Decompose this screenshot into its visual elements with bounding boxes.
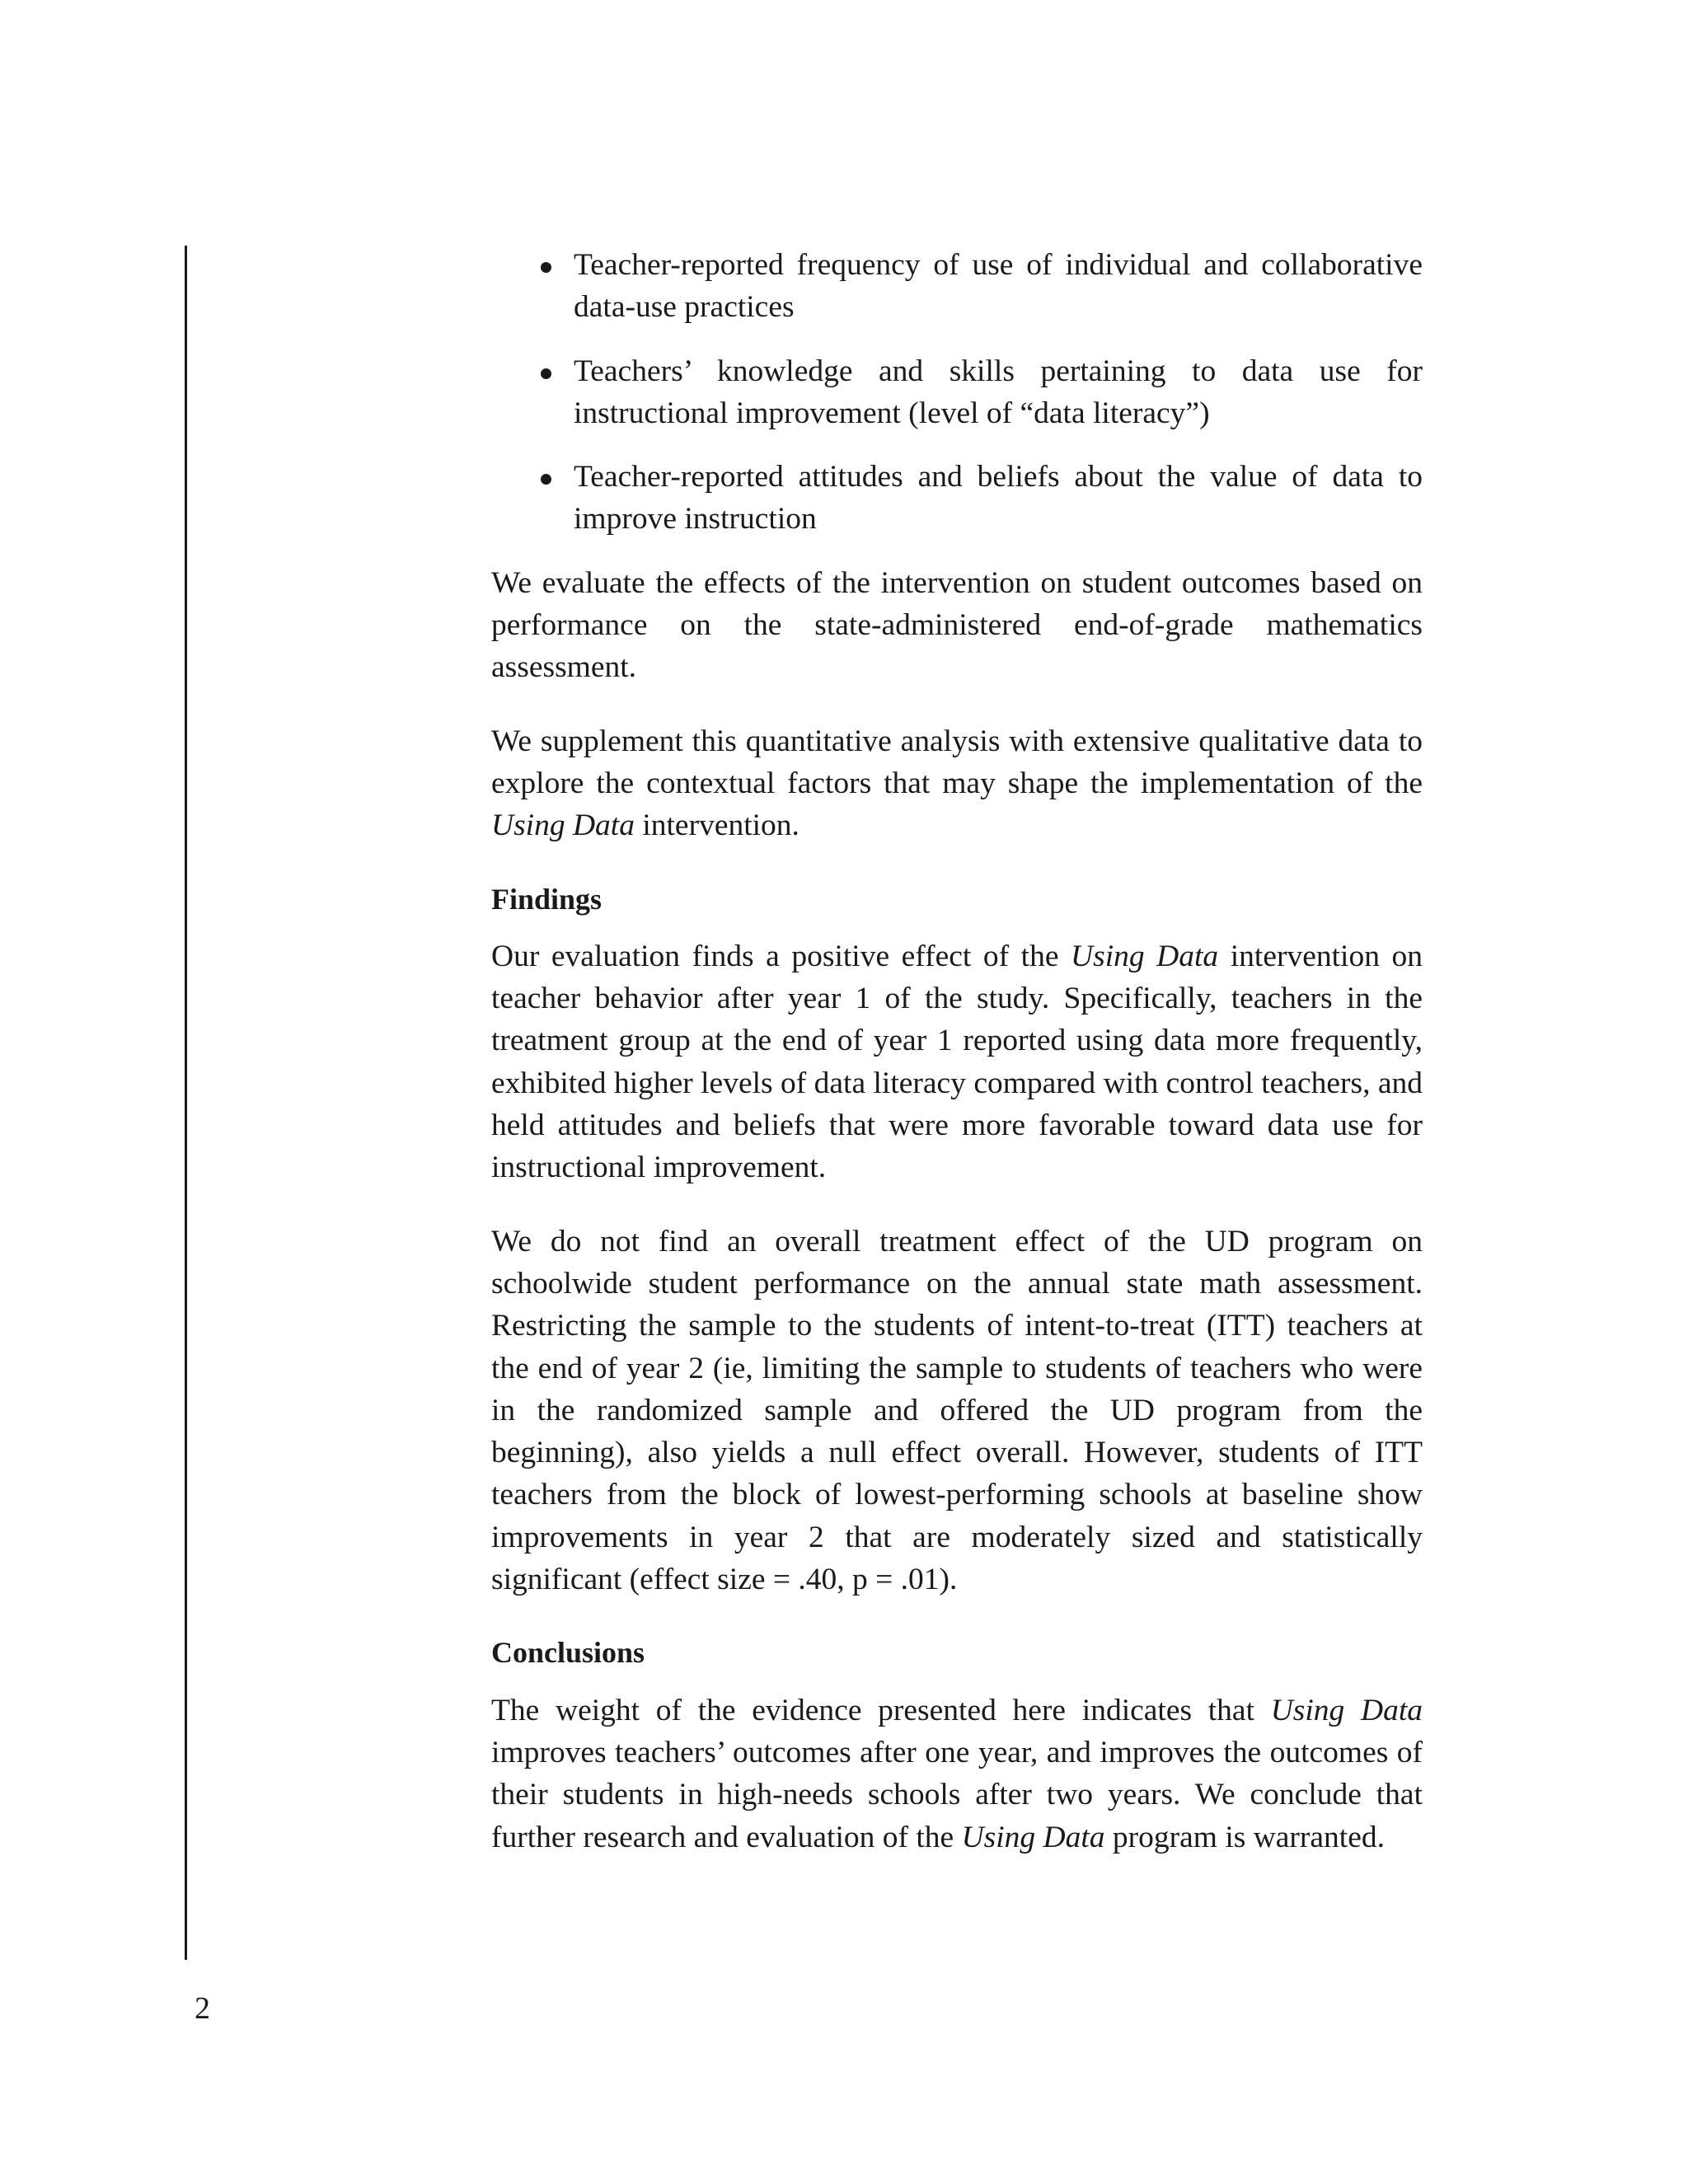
qualitative-text-before: We supplement this quantitative analysis with extensive qualitative data to explore the contextual factors that may shape the implementation of the: [491, 724, 1423, 800]
bullet-icon: [541, 262, 551, 273]
program-name: Using Data: [961, 1820, 1105, 1854]
page-number: 2: [195, 1991, 210, 2026]
findings-heading: Findings: [491, 882, 603, 916]
list-item-text: Teacher-reported frequency of use of individual and collaborative data-use practices: [574, 248, 1423, 325]
findings-text-before: Our evaluation finds a positive effect of the: [491, 939, 1071, 973]
qualitative-text-after: intervention.: [634, 808, 799, 843]
list-item: [491, 244, 1423, 329]
findings-text-after: intervention on teacher behavior after year 1 of the study. Specifically, teachers in the treatment group at the end of year 1 reported using data more frequently, exhibited higher levels of data literacy compared with control teachers, and held attitudes and beliefs that were more favorable toward data use for instructional improvement.: [491, 939, 1423, 1185]
program-name: Using Data: [491, 808, 635, 843]
list-item: [491, 350, 1423, 435]
measures-list: [491, 244, 1423, 541]
page-body: [491, 244, 1423, 1890]
program-name: Using Data: [1270, 1693, 1423, 1727]
findings-paragraph-1: [491, 935, 1423, 1189]
qualitative-paragraph: [491, 720, 1423, 847]
bullet-icon: [541, 474, 551, 485]
list-item: [491, 456, 1423, 541]
bullet-icon: [541, 368, 551, 379]
findings-paragraph-2: We do not find an overall treatment effect of the UD program on schoolwide student performance on the annual state math assessment. Restricting the sample to the students of intent-to-treat (ITT) teachers at the end of year 2 (ie, limiting the sample to students of teachers who were in the randomized sample and offered the UD program from the beginning), also yields a null effect overall. However, students of ITT teachers from the block of lowest-performing schools at baseline show improvements in year 2 that are moderately sized and statistically significant (effect size = .40, p = .01).: [491, 1224, 1423, 1597]
list-item-text: Teacher-reported attitudes and beliefs about the value of data to improve instruction: [574, 460, 1423, 537]
program-name: Using Data: [1071, 939, 1219, 973]
conclusions-paragraph: [491, 1690, 1423, 1858]
student-outcomes-paragraph: We evaluate the effects of the intervention on student outcomes based on performance on the state-administered end-of-grade mathematics assessment.: [491, 565, 1423, 685]
conclusions-text-2: improves teachers’ outcomes after one year, and improves the outcomes of their students in high-needs schools after two years. We conclude that further research and evaluation of the: [491, 1735, 1423, 1854]
list-item-text: Teachers’ knowledge and skills pertaining to data use for instructional improvement (level of “data literacy”): [574, 354, 1423, 430]
margin-rule: [185, 246, 187, 1960]
conclusions-text-1: The weight of the evidence presented here indicates that: [491, 1693, 1271, 1727]
conclusions-text-3: program is warranted.: [1104, 1820, 1385, 1854]
conclusions-heading: Conclusions: [491, 1636, 645, 1670]
